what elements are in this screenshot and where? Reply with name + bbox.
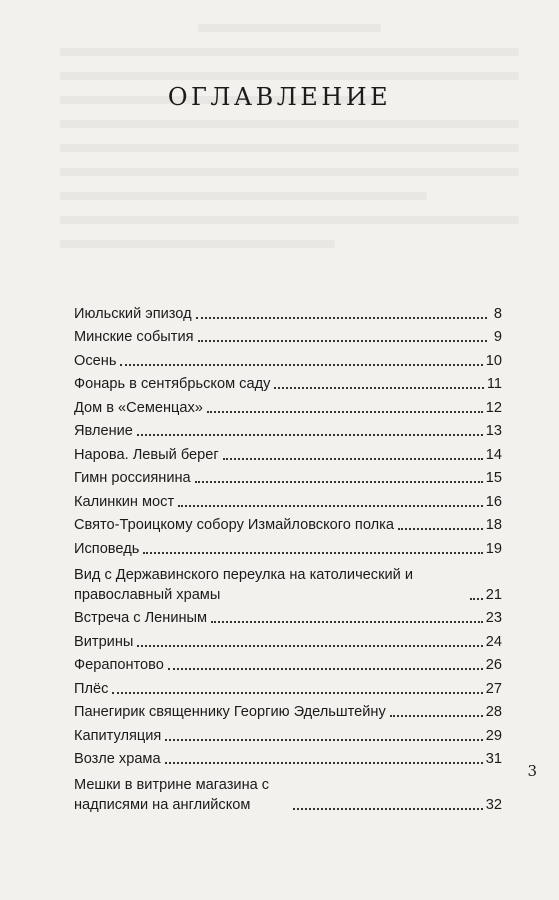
dot-leader (398, 528, 483, 530)
toc-entry-page: 19 (485, 540, 502, 557)
dot-leader (168, 668, 483, 670)
toc-entry-page: 28 (485, 704, 502, 720)
dot-leader (137, 434, 483, 436)
dot-leader (165, 739, 482, 741)
toc-entry (74, 418, 502, 442)
dot-leader (211, 621, 483, 623)
dot-leader (143, 552, 482, 554)
toc-entry-page: 23 (485, 610, 502, 626)
toc-entry-title: Встреча с Лениным (74, 610, 208, 626)
toc-entry (74, 769, 502, 815)
toc-entry-page: 16 (485, 493, 502, 510)
toc-entry-title: Капитуляция (74, 727, 162, 744)
toc-entry-title: Панегирик священнику Георгию Эдельштейну (74, 704, 386, 720)
toc-entry-title: Осень (74, 352, 117, 369)
toc-entry (74, 746, 502, 770)
toc-entry (74, 465, 502, 489)
toc-entry-page: 32 (485, 797, 502, 813)
dot-leader (274, 387, 483, 389)
toc-entry-title: Гимн россиянина (74, 470, 191, 486)
toc-entry-title: Дом в «Семенцах» (74, 399, 203, 416)
toc-entry (74, 347, 502, 371)
toc-entry (74, 699, 502, 723)
toc-entry-title: Возле храма (74, 751, 161, 767)
toc-entry (74, 324, 502, 348)
toc-entry-title: Исповедь (74, 540, 140, 557)
dot-leader (207, 411, 483, 413)
dot-leader (178, 505, 483, 507)
dot-leader (120, 364, 482, 366)
toc-entry (74, 394, 502, 418)
toc-entry-page: 27 (485, 680, 502, 697)
toc-entry-page: 14 (485, 446, 502, 463)
page-title: ОГЛАВЛЕНИЕ (167, 83, 392, 111)
toc-entry-title: Фонарь в сентябрьском саду (74, 376, 271, 392)
toc-entry (74, 535, 502, 559)
toc-entry-title: Калинкин мост (74, 493, 175, 510)
toc-entry-title: Мешки в витрине магазина с надписями на английском (74, 777, 270, 813)
toc-entry-title: Явление (74, 423, 133, 439)
toc-entry-page: 15 (485, 470, 502, 486)
toc-entry-page: 13 (485, 423, 502, 439)
toc-entry-page: 18 (485, 517, 502, 533)
toc-entry-title: Нарова. Левый берег (74, 446, 219, 463)
toc-entry-page: 21 (485, 586, 502, 603)
table-of-contents (74, 300, 502, 815)
dot-leader (137, 645, 482, 647)
toc-entry (74, 371, 502, 395)
dot-leader (293, 808, 483, 810)
toc-entry-title: Плёс (74, 680, 109, 697)
toc-entry (74, 628, 502, 652)
toc-entry (74, 441, 502, 465)
toc-entry (74, 559, 502, 605)
toc-entry-title: Витрины (74, 633, 134, 650)
toc-entry-title: Июльский эпизод (74, 305, 192, 322)
toc-entry-page: 8 (493, 305, 502, 322)
dot-leader (112, 692, 482, 694)
toc-entry (74, 652, 502, 676)
toc-entry-page: 24 (485, 633, 502, 650)
toc-entry-title: Вид с Державинского переулка на католический и православный храмы (74, 566, 413, 603)
toc-entry (74, 605, 502, 629)
dot-leader (223, 458, 483, 460)
toc-entry-page: 26 (485, 657, 502, 673)
toc-entry-title: Ферапонтово (74, 657, 164, 673)
dot-leader (390, 715, 483, 717)
toc-entry (74, 512, 502, 536)
toc-entry (74, 488, 502, 512)
toc-entry-title: Минские события (74, 329, 194, 345)
toc-entry-page: 31 (485, 751, 502, 767)
toc-entry-page: 10 (485, 352, 502, 369)
toc-entry (74, 300, 502, 324)
toc-entry-page: 9 (493, 329, 502, 345)
toc-entry-page: 12 (485, 399, 502, 416)
page-number: 3 (527, 762, 537, 780)
toc-entry (74, 722, 502, 746)
toc-entry-title: Свято-Троицкому собору Измайловского полка (74, 517, 394, 533)
dot-leader (195, 481, 483, 483)
toc-entry-page: 29 (485, 727, 502, 744)
toc-entry-page: 11 (486, 376, 502, 392)
dot-leader (198, 340, 487, 342)
dot-leader (196, 317, 487, 319)
dot-leader (470, 598, 483, 600)
bleed-through-text (60, 8, 519, 308)
dot-leader (165, 762, 483, 764)
toc-entry (74, 675, 502, 699)
